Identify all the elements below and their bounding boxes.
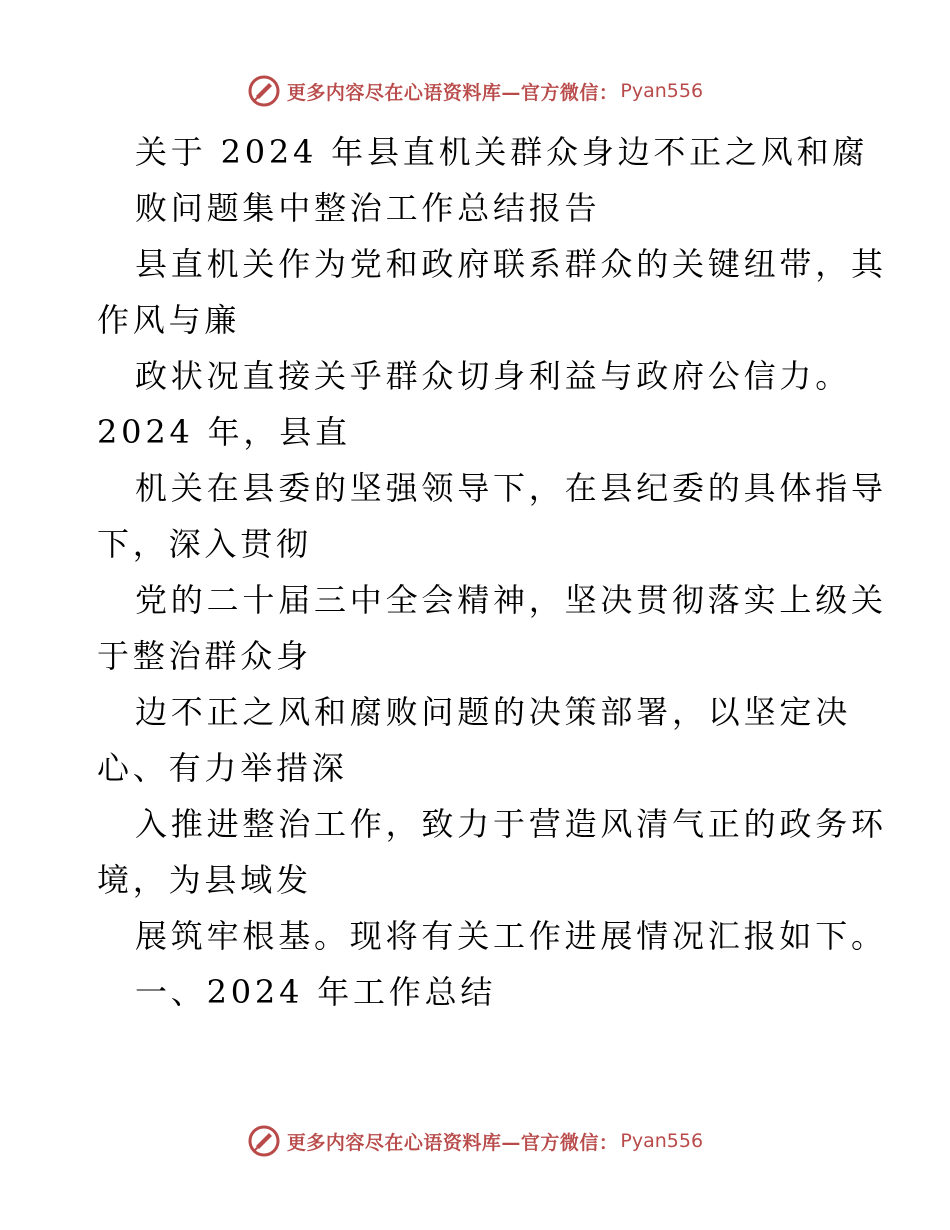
watermark-contact: Pyan556 xyxy=(620,80,704,102)
paragraph-line: 党的二十届三中全会精神，坚决贯彻落实上级关 xyxy=(135,581,887,619)
paragraph-line: 县直机关作为党和政府联系群众的关键纽带，其 xyxy=(135,245,887,283)
paragraph-line: 心、有力举措深 xyxy=(97,749,348,787)
paragraph-line: 于整治群众身 xyxy=(97,637,312,675)
paragraph-line: 入推进整治工作，致力于营造风清气正的政务环 xyxy=(135,805,887,843)
watermark-contact: Pyan556 xyxy=(620,1130,704,1152)
paragraph-line: 境，为县域发 xyxy=(97,861,312,899)
paragraph-line: 机关在县委的坚强领导下，在县纪委的具体指导 xyxy=(135,469,887,507)
paragraph-line: 展筑牢根基。现将有关工作进展情况汇报如下。 xyxy=(135,917,887,955)
watermark-text: 更多内容尽在心语资料库—官方微信： xyxy=(286,81,619,104)
logo-icon xyxy=(247,74,281,108)
logo-icon xyxy=(247,1124,281,1158)
footer-watermark xyxy=(0,1121,950,1161)
paragraph-line: 边不正之风和腐败问题的决策部署，以坚定决 xyxy=(135,693,852,731)
watermark-text: 更多内容尽在心语资料库—官方微信： xyxy=(286,1131,619,1154)
paragraph-line: 2024 年，县直 xyxy=(97,413,351,451)
title-line-2: 败问题集中整治工作总结报告 xyxy=(135,189,601,227)
header-watermark xyxy=(0,71,950,111)
paragraph-line: 下，深入贯彻 xyxy=(97,525,312,563)
document-body xyxy=(97,124,887,1020)
section-heading: 一、2024 年工作总结 xyxy=(135,973,497,1011)
paragraph-line: 政状况直接关乎群众切身利益与政府公信力。 xyxy=(135,357,852,395)
title-line-1: 关于 2024 年县直机关群众身边不正之风和腐 xyxy=(135,133,869,171)
paragraph-line: 作风与廉 xyxy=(97,301,241,339)
